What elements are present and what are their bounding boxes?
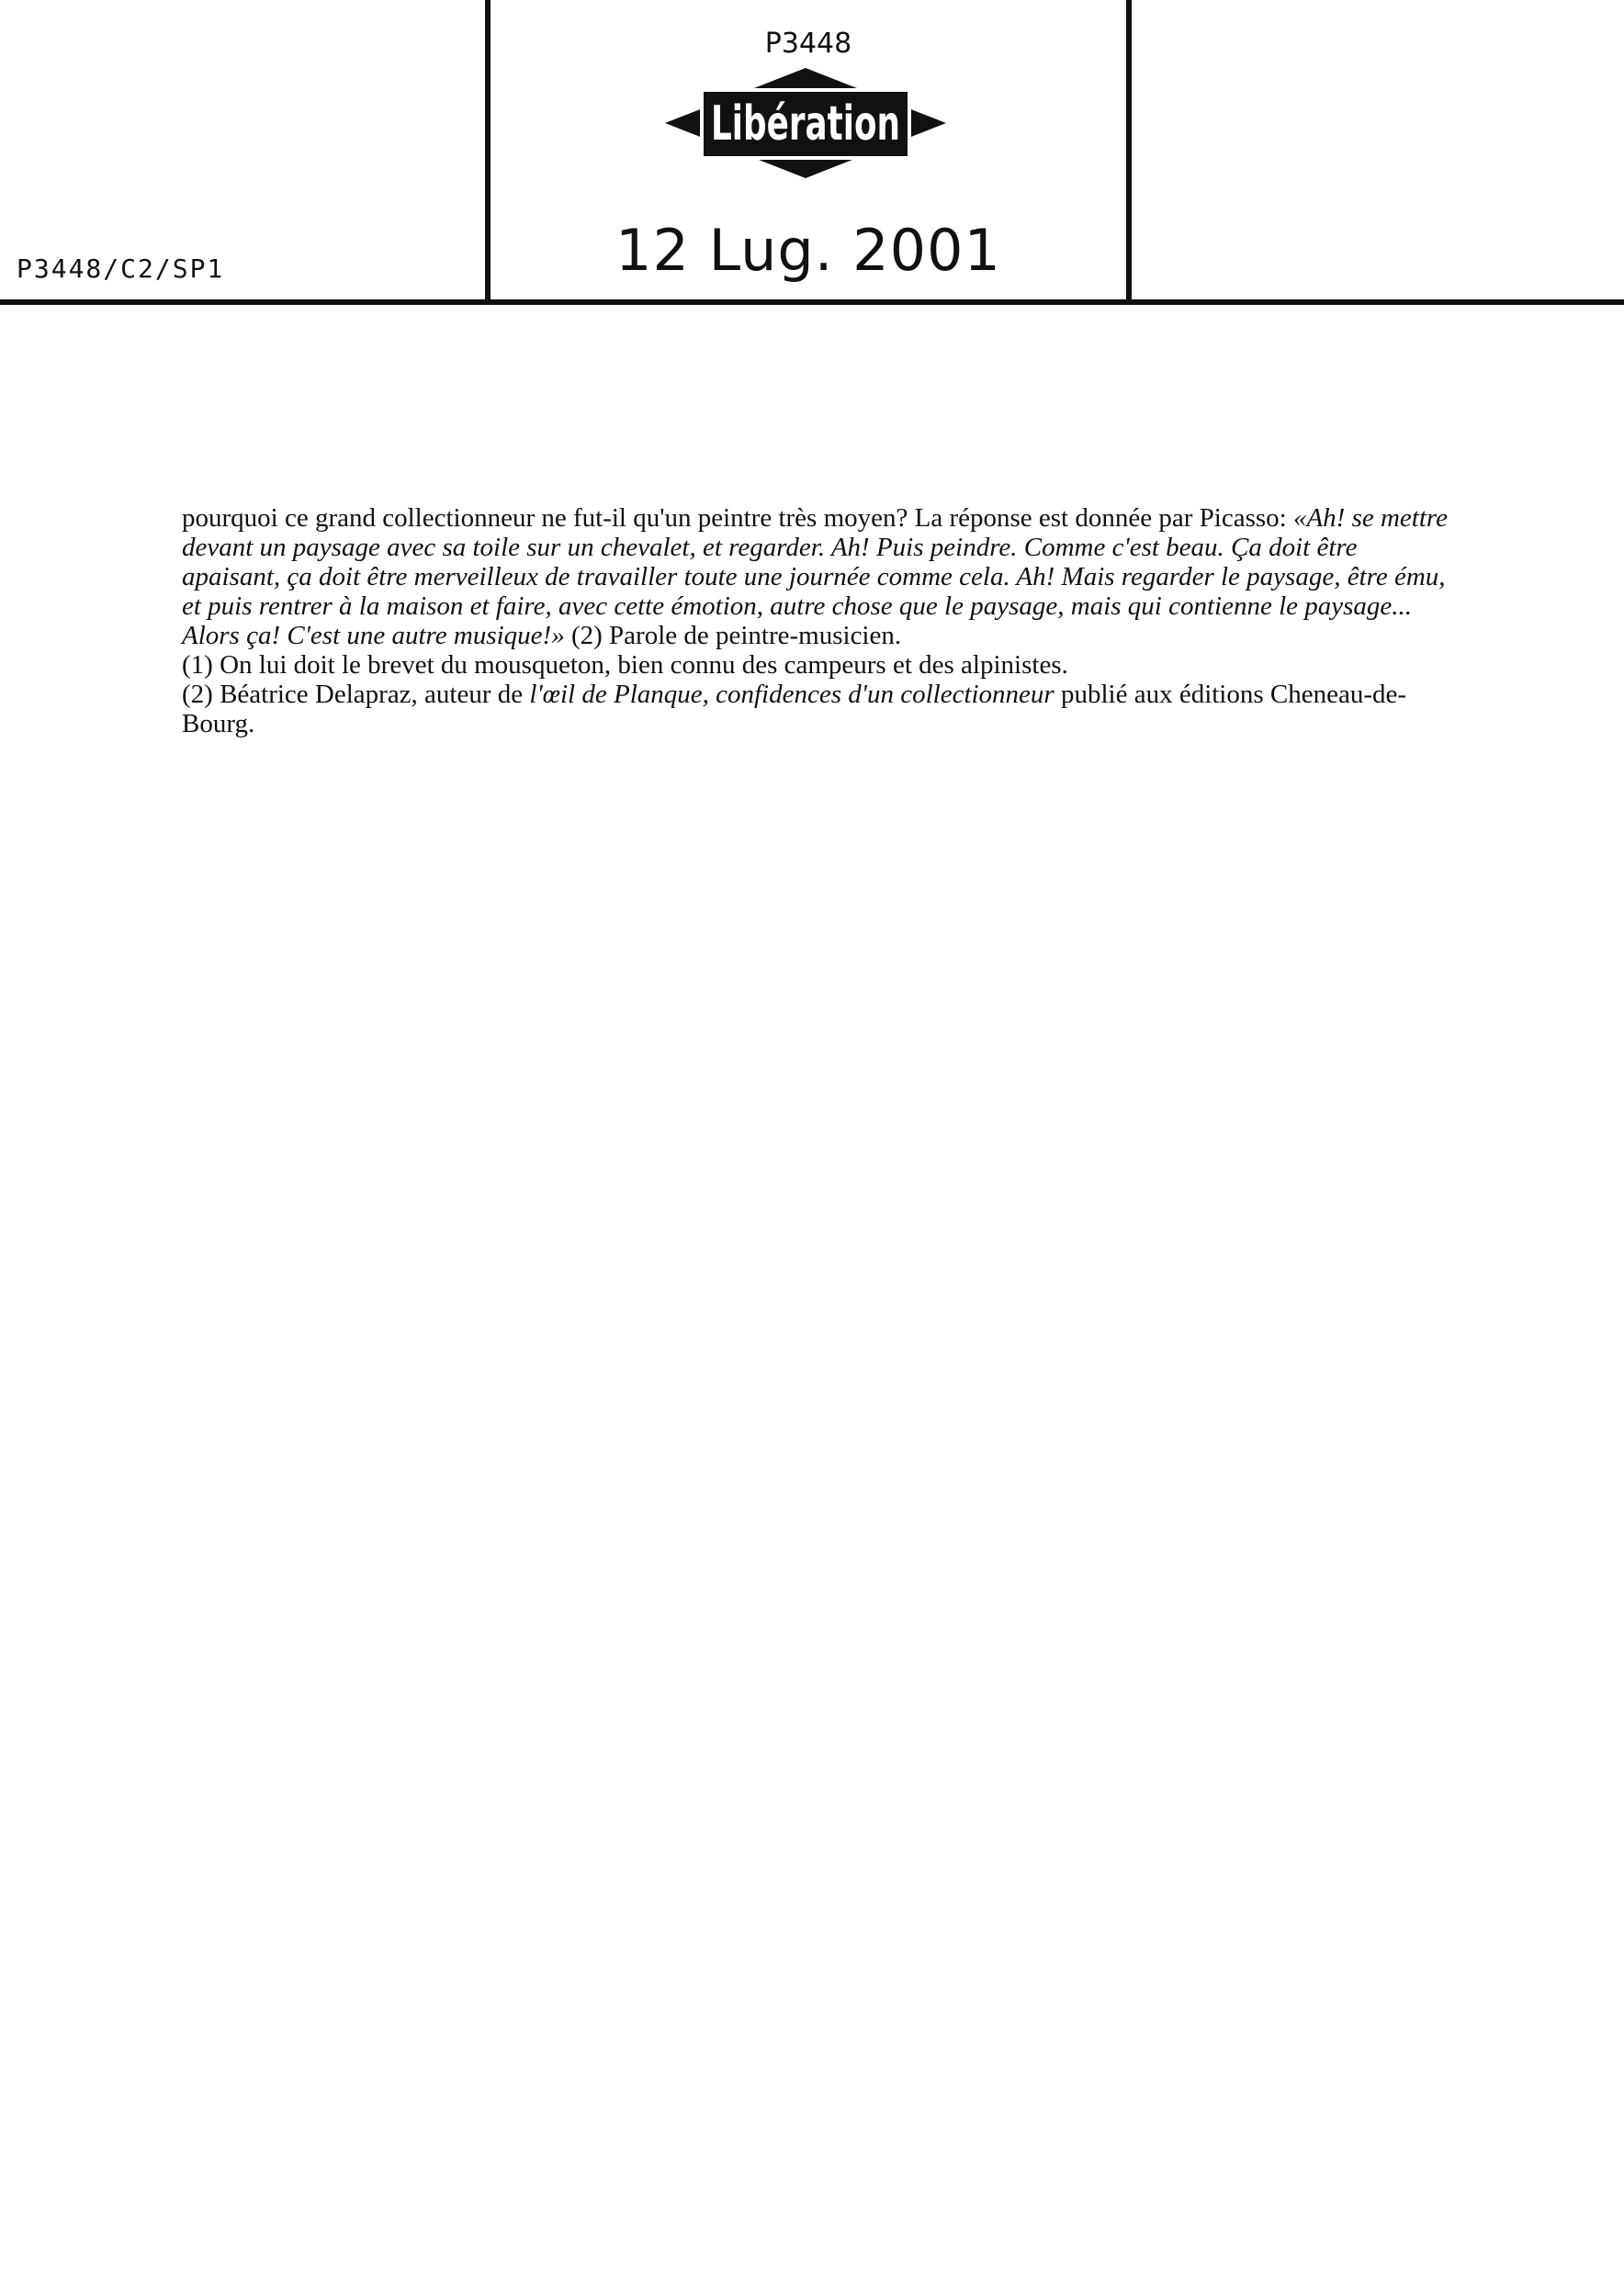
footnote-2-suffix: publié aux éditions Cheneau-de-Bourg. (182, 680, 1407, 738)
publication-date: 12 Lug. 2001 (615, 217, 1001, 284)
article-paragraph (182, 503, 1460, 650)
logo-wordmark: Libération (711, 96, 900, 152)
logo-graphic (663, 66, 948, 180)
footnote-2-prefix: (2) Béatrice Delapraz, auteur de (182, 680, 530, 709)
liberation-logo (663, 66, 948, 180)
footnote-2-title: l'œil de Planque, confidences d'un collectionneur (529, 680, 1054, 709)
reference-code: P3448/C2/SP1 (17, 253, 225, 284)
logo-code: P3448 (764, 28, 852, 60)
picasso-quote: «Ah! se mettre devant un paysage avec sa toile sur un chevalet, et regarder. Ah! Puis peindre. Comme c'est beau. Ça doit être apaisant, ça doit être merveilleux de travailler toute une journée comme cela. Ah! Mais regarder le paysage, être ému, et puis rentrer à la maison et faire, avec cette émotion, autre chose que le paysage, mais qui contienne le paysage... Alors ça! C'est une autre musique!» (182, 503, 1448, 650)
footnote-1: (1) On lui doit le brevet du mousqueton, bien connu des campeurs et des alpinistes. (182, 650, 1068, 680)
footnote-2 (182, 680, 1460, 738)
article-body (182, 503, 1460, 738)
article-intro: pourquoi ce grand collectionneur ne fut-il qu'un peintre très moyen? La réponse est donnée par Picasso: (182, 503, 1293, 533)
header-bottom-rule (0, 299, 1624, 305)
page-header (0, 0, 1624, 307)
article-after-quote: (2) Parole de peintre-musicien. (564, 621, 902, 650)
header-divider-right (1126, 0, 1132, 303)
